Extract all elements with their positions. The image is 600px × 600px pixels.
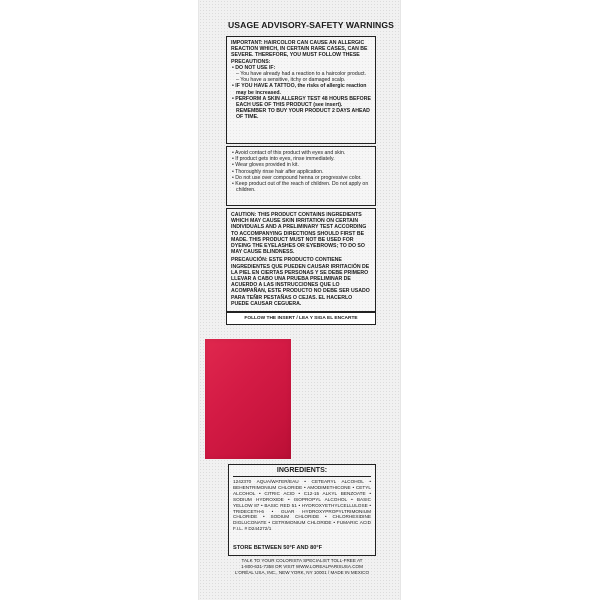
caution-box bbox=[226, 208, 376, 312]
skin-test-warning: • PERFORM A SKIN ALLERGY TEST 48 HOURS BEFORE EACH USE OF THIS PRODUCT (see insert). REMEMBER TO BUY YOUR PRODUCT 2 DAYS AHEAD OF TIME. bbox=[232, 95, 371, 121]
ingredients-divider bbox=[233, 476, 371, 477]
usage-tip: • Keep product out of the reach of children. Do not apply on children. bbox=[232, 181, 369, 194]
follow-insert-label: FOLLOW THE INSERT / LEA Y SIGA EL ENCARTE bbox=[226, 312, 376, 325]
do-not-use-heading: • DO NOT USE IF: bbox=[232, 64, 276, 71]
important-warning-box bbox=[226, 36, 376, 144]
footer-line: L'ORÉAL USA, INC., NEW YORK, NY 10001 / MADE IN MEXICO bbox=[234, 570, 370, 575]
color-swatch bbox=[205, 339, 291, 459]
usage-tips-box bbox=[226, 146, 376, 206]
caution-spanish: PRECAUCIÓN: ESTE PRODUCTO CONTIENE INGREDIENTES QUE PUEDEN CAUSAR IRRITACIÓN DE LA PIEL EN CIERTAS PERSONAS Y SE DEBE PRIMERO LLEVAR A CABO UNA PRUEBA PRELIMINAR DE ACUERDO A LAS INSTRUCCIONES QUE LO ACOMPAÑAN, ESTE PRODUCTO NO DEBE SER USADO PARA TEÑIR PESTAÑAS O CEJAS. EL HACERLO PUEDE CAUSAR CEGUERA. bbox=[231, 257, 370, 307]
usage-tip: • Wear gloves provided in kit. bbox=[232, 162, 299, 169]
footer-line: 1-800-631-7358 OR VISIT WWW.LOREALPARISUSA.COM bbox=[241, 564, 363, 569]
usage-tip: • Avoid contact of this product with eyes and skin. bbox=[232, 150, 346, 156]
do-not-use-reason: – You have already had a reaction to a haircolor product. bbox=[236, 71, 367, 78]
warnings-title: USAGE ADVISORY-SAFETY WARNINGS bbox=[228, 20, 394, 30]
usage-tip: • Do not use over compound henna or progressive color. bbox=[232, 174, 362, 181]
storage-instructions: STORE BETWEEN 50°F AND 80°F bbox=[233, 545, 323, 551]
do-not-use-reason: – You have a sensitive, itchy or damaged scalp. bbox=[236, 77, 346, 84]
important-text: IMPORTANT: HAIRCOLOR CAN CAUSE AN ALLERGIC REACTION WHICH, IN CERTAIN RARE CASES, CAN BE SEVERE. THEREFORE, YOU MUST FOLLOW THESE PRECAUTIONS: bbox=[231, 40, 368, 65]
usage-tip: • If product gets into eyes, rinse immediately. bbox=[232, 156, 335, 163]
ingredients-box bbox=[228, 464, 376, 556]
ingredients-title: INGREDIENTS: bbox=[276, 467, 328, 474]
footer-line: TALK TO YOUR COLORISTA SPECIALIST TOLL-FREE AT bbox=[241, 558, 363, 563]
ingredients-list: 1242370 AQUA/WATER/EAU • CETEARYL ALCOHOL • BEHENTRIMONIUM CHLORIDE • AMODIMETHICONE • CETYL ALCOHOL • CITRIC ACID • C12-15 ALKYL BENZOATE • SODIUM HYDROXIDE • ISOPROPYL ALCOHOL • BASIC YELLOW 87 • BASIC RED 51 • HYDROXYETHYLCELLULOSE • TRIDECETH-6 • GUAR HYDROXYPROPYLTRIMONIUM CHLORIDE • SODIUM CHLORIDE • CHLORHEXIDINE DIGLUCONATE • CETRIMONIUM CHLORIDE • FUMARIC ACID F.I.L. # D244272/1 bbox=[233, 479, 371, 532]
contact-footer bbox=[226, 558, 378, 576]
tattoo-warning: • IF YOU HAVE A TATTOO, the risks of allergic reaction may be increased. bbox=[232, 83, 367, 96]
caution-english: CAUTION: THIS PRODUCT CONTAINS INGREDIENTS WHICH MAY CAUSE SKIN IRRITATION ON CERTAIN INDIVIDUALS AND A PRELIMINARY TEST ACCORDING TO ACCOMPANYING DIRECTIONS SHOULD FIRST BE MADE. THIS PRODUCT MUST NOT BE USED FOR DYEING THE EYELASHES OR EYEBROWS; TO DO SO MAY CAUSE BLINDNESS. bbox=[231, 212, 367, 256]
usage-tip: • Thoroughly rinse hair after application. bbox=[232, 168, 324, 175]
